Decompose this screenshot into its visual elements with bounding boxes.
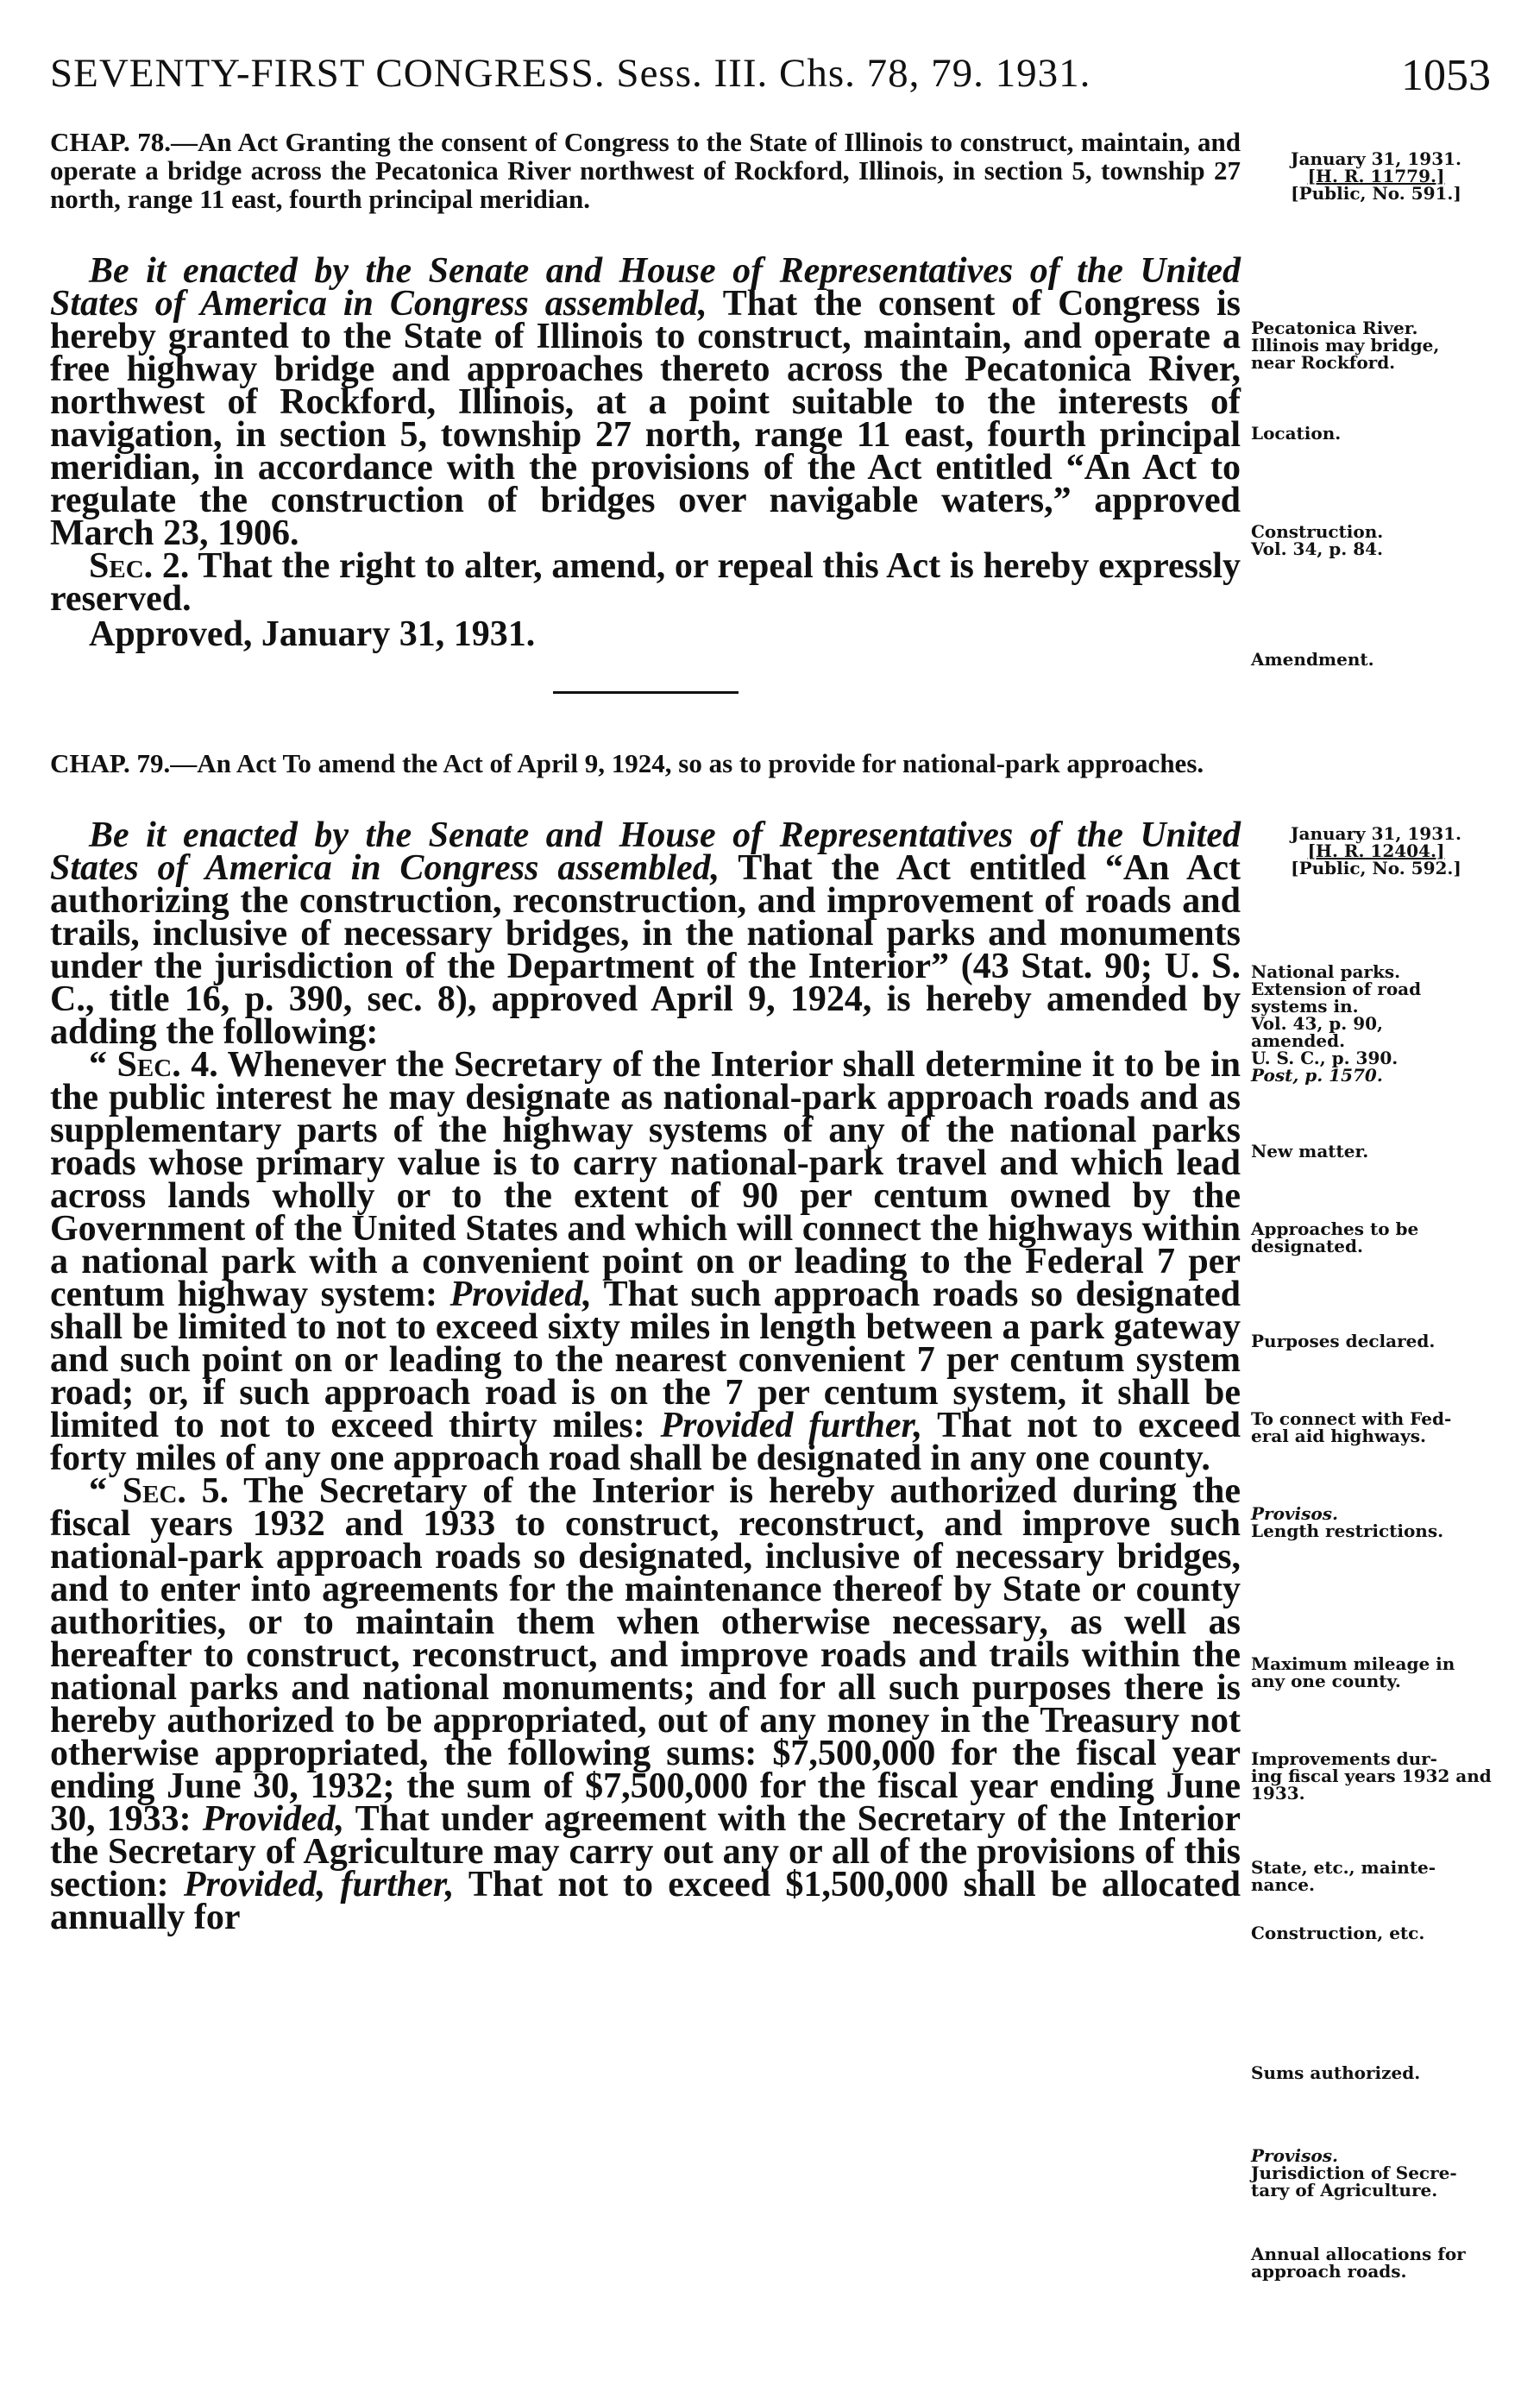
margin-note-line: tary of Agriculture. <box>1251 2180 1438 2200</box>
margin-note-line: National parks. <box>1251 961 1401 982</box>
margin-note-annual <box>1251 2245 1501 2280</box>
margin-note-line: State, etc., mainte- <box>1251 1857 1436 1878</box>
margin-note-line: Provisos. <box>1251 2145 1338 2166</box>
margin-note-state-maintenance <box>1251 1859 1501 1893</box>
enacting-clause: Be it enacted by the Senate and House of Representatives of the United States of America in Congress assembled, <box>50 815 1241 888</box>
margin-note-line: systems in. <box>1251 996 1359 1017</box>
chapter-78-section-1: That the consent of Congress is hereby granted to the State of Illinois to construct, maintain, and operate a free highway bridge and approaches thereto across the Pecatonica River, northwest of Rockford, Illinois, at a point suitable to the interests of navigation, in section 5, township 27 north, range 11 east, fourth principal meridian, in accordance with the provisions of the Act entitled “An Act to regulate the construction of bridges over navigable waters,” approved March 23, 1906. <box>50 284 1241 553</box>
margin-note-line: Length restrictions. <box>1251 1520 1444 1541</box>
section-4-text-c: That not to exceed forty miles of any one approach road shall be designated in any one county. <box>50 1406 1241 1478</box>
margin-note-line: approach roads. <box>1251 2261 1407 2282</box>
margin-note-line: Pecatonica River. <box>1251 318 1418 338</box>
margin-note-line: designated. <box>1251 1236 1363 1256</box>
enacting-clause: Be it enacted by the Senate and House of Representatives of the United States of America in Congress assembled, <box>50 251 1241 324</box>
margin-note-line: Amendment. <box>1251 649 1374 670</box>
page-number: 1053 <box>1401 51 1491 100</box>
margin-note-purposes <box>1251 1332 1501 1350</box>
margin-note-ch79-citation <box>1251 825 1501 877</box>
margin-note-line: Vol. 34, p. 84. <box>1251 538 1384 559</box>
section-4-text-a: Whenever the Secretary of the Interior shall determine it to be in the public interest he may designate as national-park approach roads and as supplementary parts of the highway systems of any of the national parks roads whose primary value is to carry national-park travel and which lead across lands wholly or to the extent of 90 per centum owned by the Government of the United States and which will connect the highways within a national park with a convenient point on or leading to the Federal 7 per centum highway system: <box>50 1045 1241 1314</box>
proviso-marker: Provided, further, <box>183 1865 455 1904</box>
margin-note-line: To connect with Fed- <box>1251 1408 1452 1429</box>
section-5-text-a: The Secretary of the Interior is hereby authorized during the fiscal years 1932 and 1933 to construct, reconstruct, and improve such national-park approach roads so designated, inclusive of necessary bridges, and to enter into agreements for the maintenance thereof by State or county authorities, or to maintain them when otherwise necessary, as well as hereafter to construct, reconstruct, and improve roads and trails within the national parks and national monuments; and for all such purposes there is hereby authorized to be appropriated, out of any money in the Treasury not otherwise appropriated, the following sums: $7,500,000 for the fiscal year ending June 30, 1932; the sum of $7,500,000 for the fiscal year ending June 30, 1933: <box>50 1471 1241 1839</box>
margin-note-line: Vol. 43, p. 90, <box>1251 1013 1384 1034</box>
margin-note-line: Approaches to be <box>1251 1218 1419 1239</box>
margin-note-national-parks <box>1251 963 1501 1084</box>
proviso-marker: Provided, <box>449 1275 592 1314</box>
margin-note-bill: [H. R. 12404.] <box>1307 840 1445 861</box>
margin-note-line: Provisos. <box>1251 1503 1338 1524</box>
main-text-column <box>50 127 1241 1937</box>
margin-note-improvements <box>1251 1750 1501 1802</box>
margin-note-line: eral aid highways. <box>1251 1426 1426 1446</box>
margin-note-line: New matter. <box>1251 1141 1369 1162</box>
section-label: “ Sec. 4. <box>89 1045 218 1085</box>
margin-note-location <box>1251 425 1501 442</box>
margin-note-line: nance. <box>1251 1874 1315 1895</box>
margin-note-date: January 31, 1931. <box>1291 823 1461 844</box>
margin-note-bill: [H. R. 11779.] <box>1307 166 1445 186</box>
proviso-marker: Provided further, <box>660 1406 923 1445</box>
chapter-78-caption: CHAP. 78.—An Act Granting the consent of Congress to the State of Illinois to construct, maintain, and operate a bridge across the Pecatonica River northwest of Rockford, Illinois, in section 5, township 27 north, range 11 east, fourth principal meridian. <box>50 127 1241 214</box>
margin-note-line: Annual allocations for <box>1251 2244 1466 2264</box>
approval-date: Approved, January 31, 1931. <box>89 614 536 654</box>
margin-note-line: Improvements dur- <box>1251 1748 1437 1769</box>
margin-note-line: U. S. C., p. 390. <box>1251 1048 1399 1068</box>
margin-note-line: Extension of road <box>1251 979 1422 999</box>
margin-note-line: ing fiscal years 1932 and <box>1251 1766 1492 1786</box>
chapter-78-section-2: That the right to alter, amend, or repeal this Act is hereby expressly reserved. <box>50 546 1241 619</box>
chapter-79-amendment-paragraph: That the Act entitled “An Act authorizing the construction, reconstruction, and improvement of roads and trails, inclusive of necessary bridges, in the national parks and monuments under the jurisdiction of the Department of the Interior” (43 Stat. 90; U. S. C., title 16, p. 390, sec. 8), approved April 9, 1924, is hereby amended by adding the following: <box>50 848 1241 1052</box>
margin-note-ch78-citation <box>1251 150 1501 202</box>
margin-note-length <box>1251 1505 1501 1539</box>
margin-note-max-mileage <box>1251 1655 1501 1690</box>
chapter-79-caption: CHAP. 79.—An Act To amend the Act of April 9, 1924, so as to provide for national-park approaches. <box>50 748 1204 778</box>
proviso-marker: Provided, <box>202 1799 345 1839</box>
section-label: Sec. 2. <box>89 546 190 586</box>
margin-note-line: near Rockford. <box>1251 352 1396 373</box>
margin-note-construction <box>1251 523 1501 557</box>
margin-note-line: amended. <box>1251 1030 1346 1051</box>
section-4-text-b: That such approach roads so designated shall be limited to not to exceed sixty miles in length between a park gateway and such point on or leading to the nearest convenient 7 per centum system road; or, if such approach road is on the 7 per centum system, it shall be limited to not to exceed thirty miles: <box>50 1275 1241 1445</box>
page-header <box>50 50 1491 110</box>
margin-note-line: Jurisdiction of Secre- <box>1251 2163 1457 2183</box>
margin-note-line: Sums authorized. <box>1251 2062 1421 2083</box>
margin-note-public-law: [Public, No. 591.] <box>1291 183 1461 204</box>
margin-note-line: Construction. <box>1251 521 1384 542</box>
margin-note-pecatonica <box>1251 319 1501 371</box>
margin-note-line: Purposes declared. <box>1251 1331 1436 1351</box>
chapter-78-body <box>50 251 1241 619</box>
section-5-text-b: That under agreement with the Secretary of the Interior the Secretary of Agriculture may carry out any or all of the provisions of this section: <box>50 1799 1241 1904</box>
margin-note-line: any one county. <box>1251 1671 1401 1691</box>
margin-note-line: Location. <box>1251 423 1342 444</box>
section-5-text-c: That not to exceed $1,500,000 shall be allocated annually for <box>50 1865 1241 1937</box>
margin-note-approaches <box>1251 1220 1501 1255</box>
margin-note-line: Construction, etc. <box>1251 1923 1425 1943</box>
margin-note-sums <box>1251 2064 1501 2081</box>
margin-note-line: Illinois may bridge, <box>1251 335 1440 356</box>
margin-note-line: Post, p. 1570. <box>1251 1065 1383 1086</box>
margin-note-jurisdiction <box>1251 2147 1501 2199</box>
chapter-79-body <box>50 815 1241 1937</box>
margin-note-line: Maximum mileage in <box>1251 1653 1455 1674</box>
margin-note-connect <box>1251 1410 1501 1445</box>
margin-note-construction-etc <box>1251 1924 1501 1942</box>
margin-note-date: January 31, 1931. <box>1291 148 1461 169</box>
running-head: SEVENTY-FIRST CONGRESS. Sess. III. Chs. 78, 79. 1931. <box>50 51 1091 96</box>
margin-note-amendment <box>1251 651 1501 668</box>
margin-note-line: 1933. <box>1251 1783 1305 1804</box>
margin-note-public-law: [Public, No. 592.] <box>1291 858 1461 878</box>
section-label: “ Sec. 5. <box>89 1471 229 1511</box>
margin-note-new-matter <box>1251 1143 1501 1160</box>
